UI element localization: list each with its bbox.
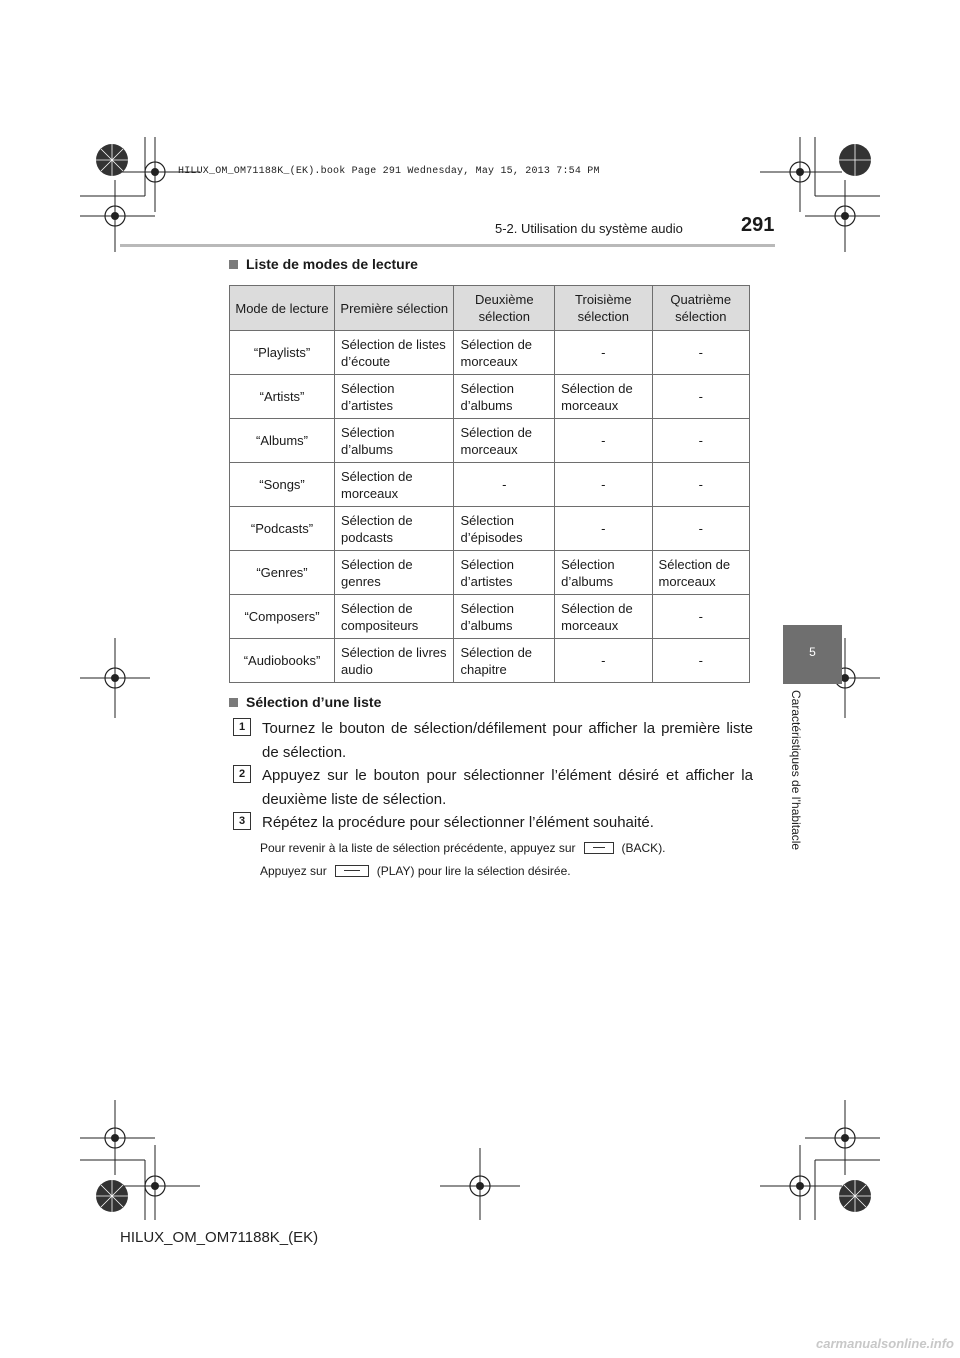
table-cell: Sélection d’artistes: [454, 551, 555, 595]
table-cell: Sélection de morceaux: [454, 419, 555, 463]
square-bullet-icon: [229, 698, 238, 707]
table-cell: Sélection de livres audio: [335, 639, 454, 683]
section-heading-text: Liste de modes de lecture: [246, 256, 418, 272]
table-cell: -: [652, 595, 749, 639]
table-cell: Sélection de genres: [335, 551, 454, 595]
table-cell: -: [454, 463, 555, 507]
table-cell: Sélection de podcasts: [335, 507, 454, 551]
table-cell: Sélection d’artistes: [335, 375, 454, 419]
table-cell: Sélection de morceaux: [652, 551, 749, 595]
table-cell: “Composers”: [230, 595, 335, 639]
header-section-title: 5-2. Utilisation du système audio: [495, 221, 683, 236]
step-1: [233, 717, 753, 765]
table-cell: -: [652, 639, 749, 683]
table-row: [230, 639, 750, 683]
table-cell: -: [555, 507, 652, 551]
book-info: HILUX_OM_OM71188K_(EK).book Page 291 Wednesday, May 15, 2013 7:54 PM: [178, 166, 600, 177]
page-number: 291: [741, 214, 775, 236]
table-row: [230, 595, 750, 639]
table-cell: Sélection d’albums: [454, 595, 555, 639]
table-row: [230, 507, 750, 551]
table-cell: -: [652, 463, 749, 507]
table-header-cell: Mode de lecture: [230, 286, 335, 331]
table-cell: -: [555, 463, 652, 507]
play-button-icon: [335, 865, 369, 877]
note-text: (BACK).: [621, 841, 666, 855]
step-number: 3: [233, 812, 251, 830]
table-cell: -: [555, 639, 652, 683]
section-heading-modes: [229, 256, 418, 272]
table-row: [230, 551, 750, 595]
step-2: [233, 764, 753, 812]
header-rule: [120, 244, 775, 247]
table-cell: -: [652, 507, 749, 551]
table-cell: -: [652, 375, 749, 419]
table-cell: “Artists”: [230, 375, 335, 419]
table-cell: Sélection de morceaux: [335, 463, 454, 507]
note-text: Pour revenir à la liste de sélection précédente, appuyez sur: [260, 841, 576, 855]
table-cell: Sélection de listes d’écoute: [335, 331, 454, 375]
note-text: Appuyez sur: [260, 864, 327, 878]
step-text: Tournez le bouton de sélection/défilement pour afficher la première liste de sélection.: [262, 720, 753, 761]
table-row: [230, 463, 750, 507]
step-number: 1: [233, 718, 251, 736]
back-button-icon: [584, 842, 614, 854]
table-cell: Sélection d’épisodes: [454, 507, 555, 551]
table-header-cell: Quatrième sélection: [652, 286, 749, 331]
note-back: [260, 840, 666, 856]
note-play: [260, 863, 571, 879]
table-cell: Sélection de compositeurs: [335, 595, 454, 639]
note-text: (PLAY) pour lire la sélection désirée.: [376, 864, 571, 878]
playback-modes-table: [229, 285, 750, 683]
watermark: carmanualsonline.info: [816, 1336, 954, 1351]
table-cell: Sélection d’albums: [555, 551, 652, 595]
table-cell: Sélection de morceaux: [555, 375, 652, 419]
table-cell: “Genres”: [230, 551, 335, 595]
table-header-cell: Première sélection: [335, 286, 454, 331]
chapter-title-vertical: [784, 690, 808, 870]
section-heading-select-list: [229, 694, 381, 710]
step-number: 2: [233, 765, 251, 783]
step-text: Appuyez sur le bouton pour sélectionner l’élément désiré et afficher la deuxième liste de sélection.: [262, 767, 753, 808]
table-cell: Sélection d’albums: [335, 419, 454, 463]
table-cell: “Albums”: [230, 419, 335, 463]
step-3: [233, 811, 753, 835]
table-cell: -: [555, 331, 652, 375]
table-row: [230, 331, 750, 375]
square-bullet-icon: [229, 260, 238, 269]
table-row: [230, 375, 750, 419]
table-cell: Sélection d’albums: [454, 375, 555, 419]
footer-doc-id: HILUX_OM_OM71188K_(EK): [120, 1229, 319, 1246]
table-cell: “Songs”: [230, 463, 335, 507]
table-cell: “Podcasts”: [230, 507, 335, 551]
table-cell: -: [652, 331, 749, 375]
table-header-cell: Troisième sélection: [555, 286, 652, 331]
step-text: Répétez la procédure pour sélectionner l’élément souhaité.: [262, 814, 654, 831]
table-cell: Sélection de chapitre: [454, 639, 555, 683]
table-header-row: [230, 286, 750, 331]
table-header-cell: Deuxième sélection: [454, 286, 555, 331]
table-row: [230, 419, 750, 463]
table-cell: “Playlists”: [230, 331, 335, 375]
table-cell: Sélection de morceaux: [555, 595, 652, 639]
chapter-title: Caractéristiques de l’habitacle: [789, 690, 803, 851]
table-cell: -: [555, 419, 652, 463]
table-cell: Sélection de morceaux: [454, 331, 555, 375]
section-heading-text: Sélection d’une liste: [246, 694, 382, 710]
table-cell: “Audiobooks”: [230, 639, 335, 683]
chapter-number: 5: [809, 645, 816, 659]
chapter-tab: [783, 625, 842, 684]
table-cell: -: [652, 419, 749, 463]
